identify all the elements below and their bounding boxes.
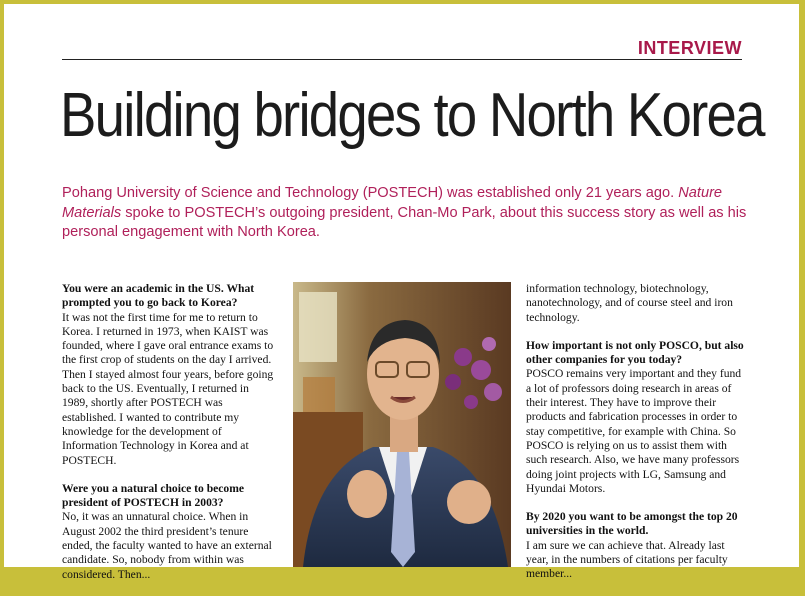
question: You were an academic in the US. What prompted you to go back to Korea? bbox=[62, 282, 255, 310]
portrait-photo bbox=[293, 282, 511, 567]
answer: I am sure we can achieve that. Already last year, in the numbers of citations per faculty member... bbox=[526, 538, 728, 581]
magazine-page bbox=[4, 4, 799, 581]
article-column-right bbox=[526, 282, 744, 596]
header-rule bbox=[62, 59, 742, 60]
question: How important is not only POSCO, but also other companies for you today? bbox=[526, 338, 744, 367]
portrait-illustration bbox=[293, 282, 511, 567]
answer: It was not the first time for me to return to Korea. I returned in 1973, when KAIST was founded, where I gave oral entrance exams to the first crop of students on the day I arrived. Then I stayed almost four years, before going back to the US. Eventually, I returned in 1989, shortly after POSTECH was established. I wanted to contribute my knowledge for the development of Information Technology in Korea and at POSTECH. bbox=[62, 310, 274, 467]
right-hand bbox=[447, 480, 491, 524]
section-label: INTERVIEW bbox=[637, 38, 742, 58]
answer: POSCO remains very important and they fund a lot of professors doing research in areas of their interest. They have to improve their products and fabrication processes in order to stay competitive, for example with China. So POSCO is relying on us to assist them with such research. Also, we have many professors doing joint projects with LG, Samsung and Hyundai Motors. bbox=[526, 367, 742, 495]
left-hand bbox=[347, 470, 387, 518]
standfirst-line2: spoke to POSTECH’s outgoing president, Chan-Mo Park, about this success story as well as his personal engagement with North Korea. bbox=[62, 204, 747, 240]
continued-text: information technology, biotechnology, nanotechnology, and of course steel and iron technology. bbox=[526, 282, 733, 324]
journal-name: Nature Materials bbox=[62, 185, 723, 221]
standfirst bbox=[62, 184, 762, 243]
article-column-left bbox=[62, 282, 274, 596]
answer: No, it was an unnatural choice. When in August 2002 the third president’s tenure ended, the faculty wanted to have an external candidate. So, nobody from within was considered. Then... bbox=[62, 510, 272, 581]
question: Were you a natural choice to become president of POSTECH in 2003? bbox=[62, 481, 245, 510]
headline: Building bridges to North Korea bbox=[60, 81, 764, 150]
standfirst-line1: Pohang University of Science and Technology (POSTECH) was established only 21 years ago. bbox=[62, 185, 675, 201]
question: By 2020 you want to be amongst the top 20 universities in the world. bbox=[526, 510, 738, 538]
